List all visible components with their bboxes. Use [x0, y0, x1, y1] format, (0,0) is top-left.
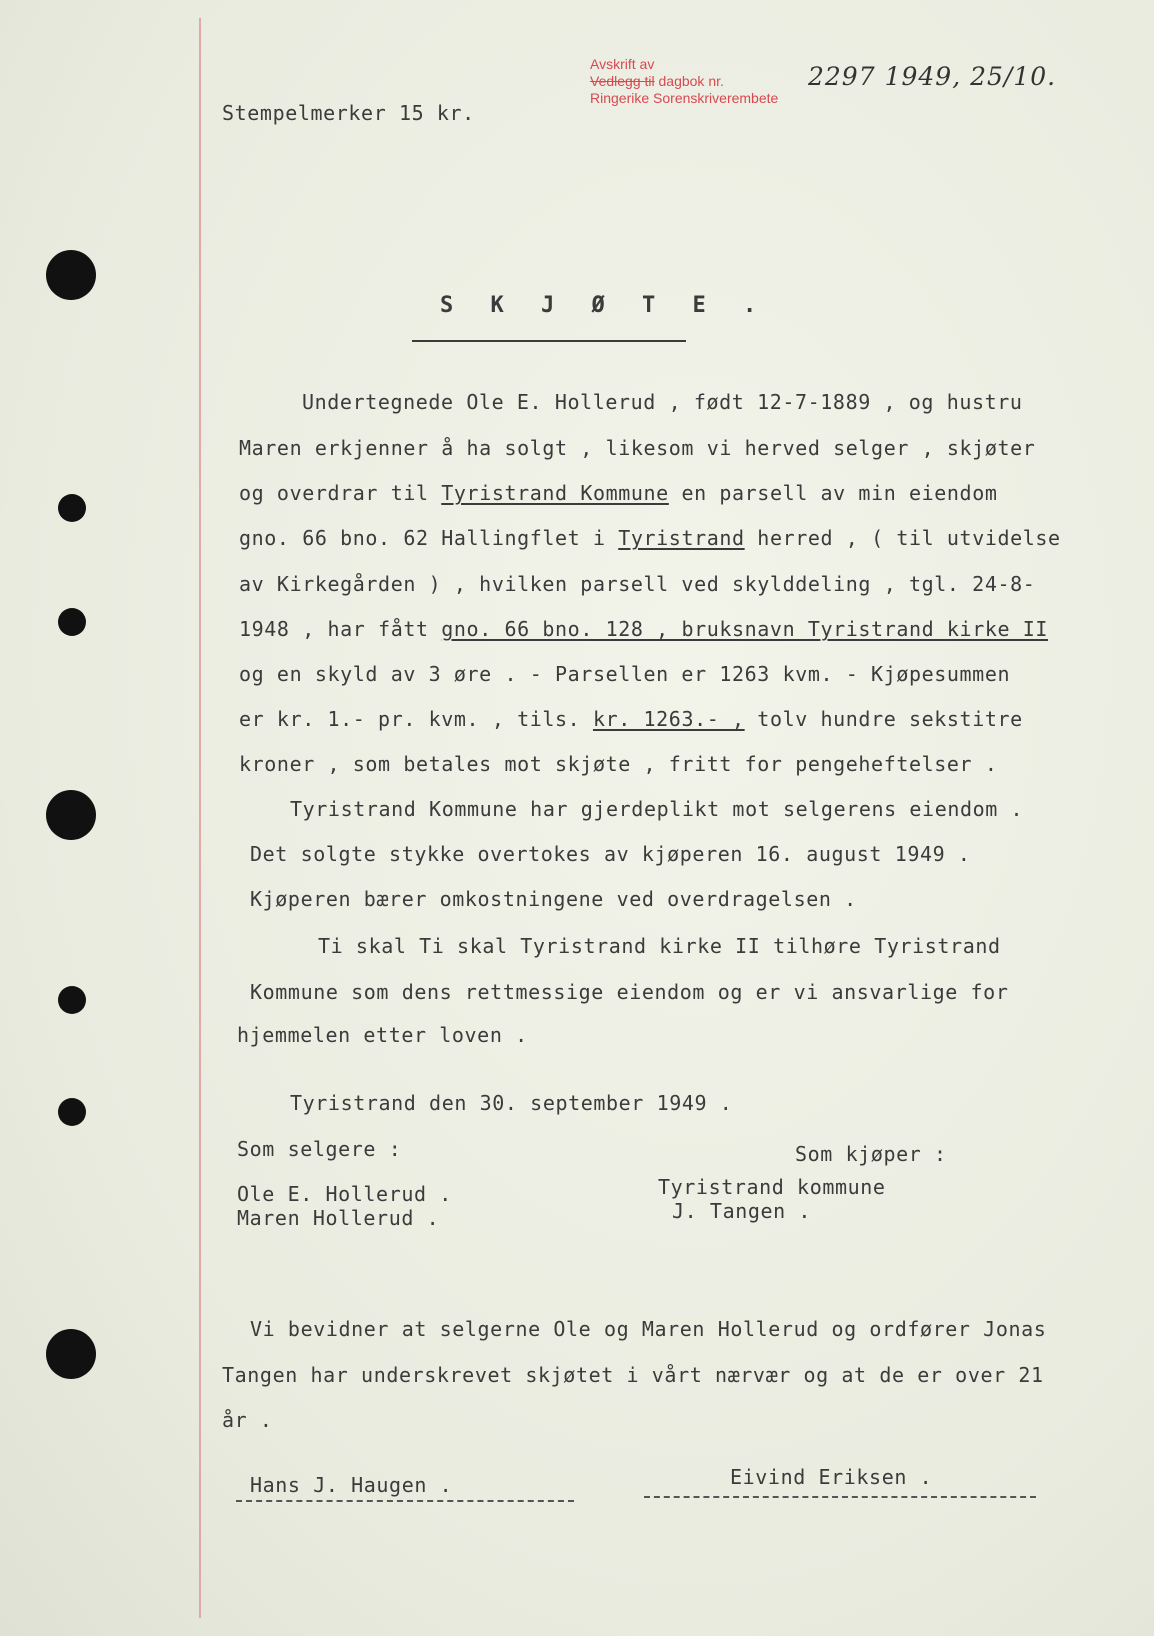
stamp-line-1: Avskrift av [590, 56, 655, 72]
signature-line [644, 1496, 1036, 1498]
body-line: 1948 , har fått gno. 66 bno. 128 , bruksnavn Tyristrand kirke II [239, 617, 1049, 641]
punch-hole [46, 1329, 96, 1379]
punch-hole [58, 986, 86, 1014]
signature-line [236, 1500, 574, 1502]
place-date: Tyristrand den 30. september 1949 . [290, 1091, 733, 1115]
witness-line: Tangen har underskrevet skjøtet i vårt nærvær og at de er over 21 [222, 1363, 1044, 1387]
witness-name: Hans J. Haugen . [250, 1473, 453, 1497]
body-line: Ti skal Ti skal Tyristrand kirke II tilhøre Tyristrand [318, 934, 1001, 958]
punch-hole [58, 1098, 86, 1126]
witness-line: Vi bevidner at selgerne Ole og Maren Hollerud og ordfører Jonas [250, 1317, 1047, 1341]
body-line: Undertegnede Ole E. Hollerud , født 12-7-1889 , og hustru [302, 390, 1023, 414]
body-line: hjemmelen etter loven . [237, 1023, 528, 1047]
buyer-name: Tyristrand kommune [658, 1175, 886, 1199]
seller-name: Ole E. Hollerud . [237, 1182, 452, 1206]
body-line: og en skyld av 3 øre . - Parsellen er 1263 kvm. - Kjøpesummen [239, 662, 1011, 686]
title-rule [412, 340, 686, 342]
margin-line [199, 18, 201, 1618]
body-line: Det solgte stykke overtokes av kjøperen 16. august 1949 . [250, 842, 971, 866]
punch-hole [58, 608, 86, 636]
punch-hole [58, 494, 86, 522]
stamp-dagbok: dagbok nr. [658, 73, 724, 89]
body-line: og overdrar til Tyristrand Kommune en parsell av min eiendom [239, 481, 998, 505]
seller-name: Maren Hollerud . [237, 1206, 440, 1230]
body-line: Kjøperen bærer omkostningene ved overdragelsen . [250, 887, 857, 911]
body-line: Kommune som dens rettmessige eiendom og er vi ansvarlige for [250, 980, 1009, 1004]
buyer-name: J. Tangen . [672, 1199, 812, 1223]
sellers-heading: Som selgere : [237, 1137, 402, 1161]
buyer-heading: Som kjøper : [795, 1142, 947, 1166]
handwritten-number: 2297 1949, 25/10. [808, 62, 1057, 91]
punch-hole [46, 250, 96, 300]
witness-name: Eivind Eriksen . [730, 1465, 933, 1489]
body-line: Tyristrand Kommune har gjerdeplikt mot selgerens eiendom . [290, 797, 1024, 821]
document-title: S K J Ø T E . [440, 293, 769, 318]
stamp-line-3: Ringerike Sorenskriverembete [590, 90, 779, 106]
stamp-duty: Stempelmerker 15 kr. [222, 101, 475, 125]
stamp-line-2: Vedlegg til [590, 73, 655, 89]
witness-line: år . [222, 1408, 273, 1432]
punch-hole [46, 790, 96, 840]
body-line: er kr. 1.- pr. kvm. , tils. kr. 1263.- , tolv hundre sekstitre [239, 707, 1023, 731]
body-line: gno. 66 bno. 62 Hallingflet i Tyristrand herred , ( til utvidelse [239, 526, 1061, 550]
registry-stamp [590, 56, 778, 107]
body-line: kroner , som betales mot skjøte , fritt for pengeheftelser . [239, 752, 998, 776]
body-line: av Kirkegården ) , hvilken parsell ved skylddeling , tgl. 24-8- [239, 572, 1036, 596]
body-line: Maren erkjenner å ha solgt , likesom vi herved selger , skjøter [239, 436, 1036, 460]
